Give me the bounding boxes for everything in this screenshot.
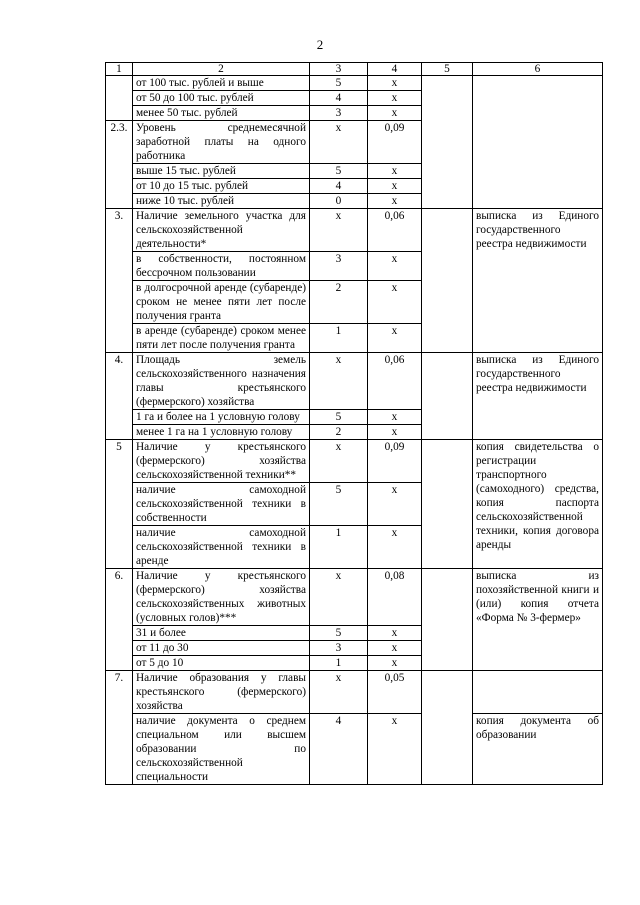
document-cell [473,76,603,209]
score-cell: 2 [310,425,368,440]
weight-cell: х [368,526,422,569]
score-cell: 4 [310,714,368,785]
weight-cell: 0,08 [368,569,422,626]
weight-cell: х [368,626,422,641]
criterion-cell: наличие документа о среднем специальном или высшем образовании по сельскохозяйственной специальности [133,714,310,785]
criterion-cell: менее 1 га на 1 условную голову [133,425,310,440]
weight-cell: 0,05 [368,671,422,714]
score-cell: 5 [310,164,368,179]
empty-cell [422,353,473,440]
page-number: 2 [316,37,324,52]
header-cell: 3 [310,63,368,76]
empty-cell [422,671,473,785]
criterion-cell: Наличие земельного участка для сельскохозяйственной деятельности* [133,209,310,252]
score-cell: 3 [310,252,368,281]
score-cell: 3 [310,641,368,656]
score-cell: х [310,121,368,164]
criterion-cell: в аренде (субаренде) сроком менее пяти лет после получения гранта [133,324,310,353]
document-cell: копия свидетельства о регистрации транспортного (самоходного) средства, копия паспорта сельскохозяйственной техники, копия договора аренды [473,440,603,569]
criterion-cell: 31 и более [133,626,310,641]
empty-cell [422,76,473,209]
weight-cell: х [368,425,422,440]
criterion-cell: выше 15 тыс. рублей [133,164,310,179]
header-cell: 4 [368,63,422,76]
row-number-cell: 3. [106,209,133,353]
table-row [106,353,603,410]
weight-cell: х [368,91,422,106]
weight-cell: х [368,714,422,785]
score-cell: 5 [310,410,368,425]
header-cell: 6 [473,63,603,76]
score-cell: х [310,671,368,714]
weight-cell: х [368,324,422,353]
criterion-cell: Уровень среднемесячной заработной платы на одного работника [133,121,310,164]
row-number-cell: 2.3. [106,121,133,209]
document-cell: выписка из Единого государственного реестра недвижимости [473,353,603,440]
weight-cell: х [368,179,422,194]
weight-cell: х [368,106,422,121]
criterion-cell: от 11 до 30 [133,641,310,656]
score-cell: х [310,440,368,483]
table-row [106,440,603,483]
table-header-row [106,63,603,76]
score-cell: 5 [310,483,368,526]
document-cell: выписка из похозяйственной книги и (или) копия отчета «Форма № 3-фермер» [473,569,603,671]
weight-cell: х [368,641,422,656]
criterion-cell: наличие самоходной сельскохозяйственной техники в аренде [133,526,310,569]
score-cell: х [310,209,368,252]
criteria-table [105,62,603,785]
score-cell: 5 [310,626,368,641]
criterion-cell: Наличие у крестьянского (фермерского) хозяйства сельскохозяйственной техники** [133,440,310,483]
criterion-cell: Площадь земель сельскохозяйственного назначения главы крестьянского (фермерского) хозяйства [133,353,310,410]
document-cell: выписка из Единого государственного реестра недвижимости [473,209,603,353]
table-row [106,76,603,91]
row-number-cell: 6. [106,569,133,671]
score-cell: 3 [310,106,368,121]
score-cell: 2 [310,281,368,324]
row-number-cell: 4. [106,353,133,440]
header-cell: 2 [133,63,310,76]
criterion-cell: в собственности, постоянном бессрочном пользовании [133,252,310,281]
weight-cell: х [368,281,422,324]
criterion-cell: менее 50 тыс. рублей [133,106,310,121]
weight-cell: 0,09 [368,121,422,164]
weight-cell: х [368,164,422,179]
score-cell: 1 [310,526,368,569]
weight-cell: х [368,483,422,526]
score-cell: 5 [310,76,368,91]
weight-cell: х [368,656,422,671]
score-cell: 0 [310,194,368,209]
score-cell: х [310,569,368,626]
weight-cell: х [368,194,422,209]
table-row [106,671,603,714]
criterion-cell: Наличие образования у главы крестьянского (фермерского) хозяйства [133,671,310,714]
row-number-cell [106,76,133,121]
empty-cell [422,440,473,569]
empty-cell [422,209,473,353]
row-number-cell: 7. [106,671,133,785]
criterion-cell: в долгосрочной аренде (субаренде) сроком не менее пяти лет после получения гранта [133,281,310,324]
weight-cell: х [368,252,422,281]
criterion-cell: 1 га и более на 1 условную голову [133,410,310,425]
row-number-cell: 5 [106,440,133,569]
score-cell: 4 [310,179,368,194]
weight-cell: 0,09 [368,440,422,483]
weight-cell: 0,06 [368,209,422,252]
document-cell: копия документа об образовании [473,714,603,785]
criterion-cell: ниже 10 тыс. рублей [133,194,310,209]
criterion-cell: от 50 до 100 тыс. рублей [133,91,310,106]
header-cell: 1 [106,63,133,76]
criterion-cell: от 5 до 10 [133,656,310,671]
weight-cell: х [368,410,422,425]
score-cell: 4 [310,91,368,106]
header-cell: 5 [422,63,473,76]
score-cell: 1 [310,656,368,671]
empty-document-cell [473,671,603,714]
table-row [106,569,603,626]
score-cell: 1 [310,324,368,353]
criterion-cell: от 10 до 15 тыс. рублей [133,179,310,194]
table-row [106,209,603,252]
score-cell: х [310,353,368,410]
weight-cell: х [368,76,422,91]
weight-cell: 0,06 [368,353,422,410]
empty-cell [422,569,473,671]
criterion-cell: от 100 тыс. рублей и выше [133,76,310,91]
table-row [106,714,603,785]
criterion-cell: наличие самоходной сельскохозяйственной техники в собственности [133,483,310,526]
criterion-cell: Наличие у крестьянского (фермерского) хозяйства сельскохозяйственных животных (условных голов)*** [133,569,310,626]
